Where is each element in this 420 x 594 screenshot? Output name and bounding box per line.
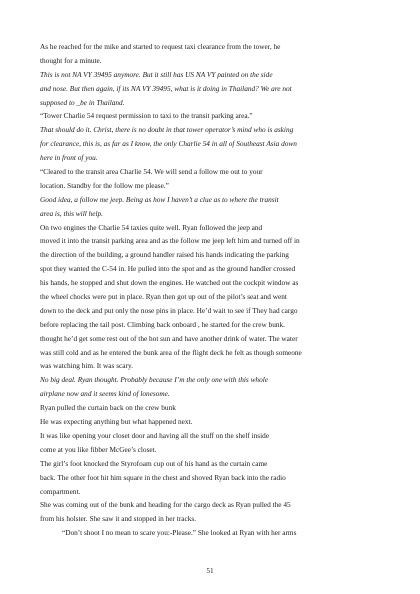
text-line: and nose. But then again, if its NA VY 39495, what is it doing in Thailand? We are not — [40, 83, 292, 93]
text-line: area is, this will help. — [40, 208, 103, 218]
text-line: the wheel chocks were put in place. Ryan then got up out of the pilot’s seat and went — [40, 292, 287, 302]
text-line: This is not NA VY 39495 anymore. But it still has US NA VY painted on the side — [40, 69, 273, 79]
text-line: It was like opening your closet door and having all the stuff on the shelf inside — [40, 430, 270, 440]
text-line: Good idea, a follow me jeep. Being as how I haven’t a clue as to where the transit — [40, 194, 279, 204]
text-line: The girl’s foot knocked the Styrofoam cup out of his hand as the curtain came — [40, 458, 268, 468]
text-line: thought for a minute. — [40, 55, 102, 65]
text-line: here in front of you. — [40, 153, 98, 163]
text-line: She was coming out of the bunk and heading for the cargo deck as Ryan pulled the 45 — [40, 500, 291, 510]
page-number: 51 — [206, 566, 214, 575]
text-line: down to the deck and put only the nose pins in place. He’d wait to see if They had cargo — [40, 305, 298, 315]
text-line: was still cold and as he entered the bunk area of the flight deck he felt as though someone — [40, 347, 302, 357]
text-line: “Cleared to the transit area Charlie 54. We will send a follow me out to your — [40, 167, 263, 177]
text-line: his hands, he stopped and shut down the engines. He watched out the cockpit window as — [40, 278, 299, 288]
text-line: Ryan pulled the curtain back on the crew bunk — [40, 403, 176, 413]
text-line: spot they wanted the C-54 in. He pulled into the spot and as the ground handler crossed — [40, 264, 296, 274]
body-text — [40, 40, 385, 540]
text-line: compartment. — [40, 486, 81, 496]
text-line: supposed to _be in Thailand. — [40, 97, 125, 107]
text-line: thought he’d get some rest out of the hot sun and have another drink of water. The water — [40, 333, 298, 343]
text-line: That should do it. Christ, there is no doubt in that tower operator’s mind who is asking — [40, 125, 294, 135]
text-line: back. The other foot hit him square in the chest and shoved Ryan back into the radio — [40, 472, 286, 482]
text-line: from his holster. She saw it and stopped in her tracks. — [40, 514, 197, 524]
text-line: “Don’t shoot I no mean to scare you:-Please.” She looked at Ryan with her arms — [62, 528, 297, 538]
text-line: for clearance, this is, as far as I know, the only Charlie 54 in all of Southeast Asia down — [40, 139, 297, 149]
text-line: the direction of the building, a ground handler raised his hands indicating the parking — [40, 250, 289, 260]
text-line: No big deal. Ryan thought. Probably because I’m the only one with this whole — [40, 375, 268, 385]
text-line: before replacing the tail post. Climbing back onboard , he started for the crew bunk. — [40, 319, 285, 329]
text-line: moved it into the transit parking area and as the follow me jeep left him and turned off in — [40, 236, 300, 246]
text-line: airplane now and it seems kind of lonesome. — [40, 389, 170, 399]
text-line: As he reached for the mike and started to request taxi clearance from the tower, he — [40, 42, 281, 51]
text-line: “Tower Charlie 54 request permission to taxi to the transit parking area.” — [40, 111, 253, 121]
text-line: location. Standby for the follow me please.” — [40, 180, 169, 190]
text-line: On two engines the Charlie 54 taxies quite well. Ryan followed the jeep and — [40, 222, 263, 232]
text-line: was watching him. It was scary. — [40, 361, 133, 371]
text-line: He was expecting anything but what happened next. — [40, 417, 193, 427]
text-line: come at you like fibber McGee’s closet. — [40, 444, 157, 454]
